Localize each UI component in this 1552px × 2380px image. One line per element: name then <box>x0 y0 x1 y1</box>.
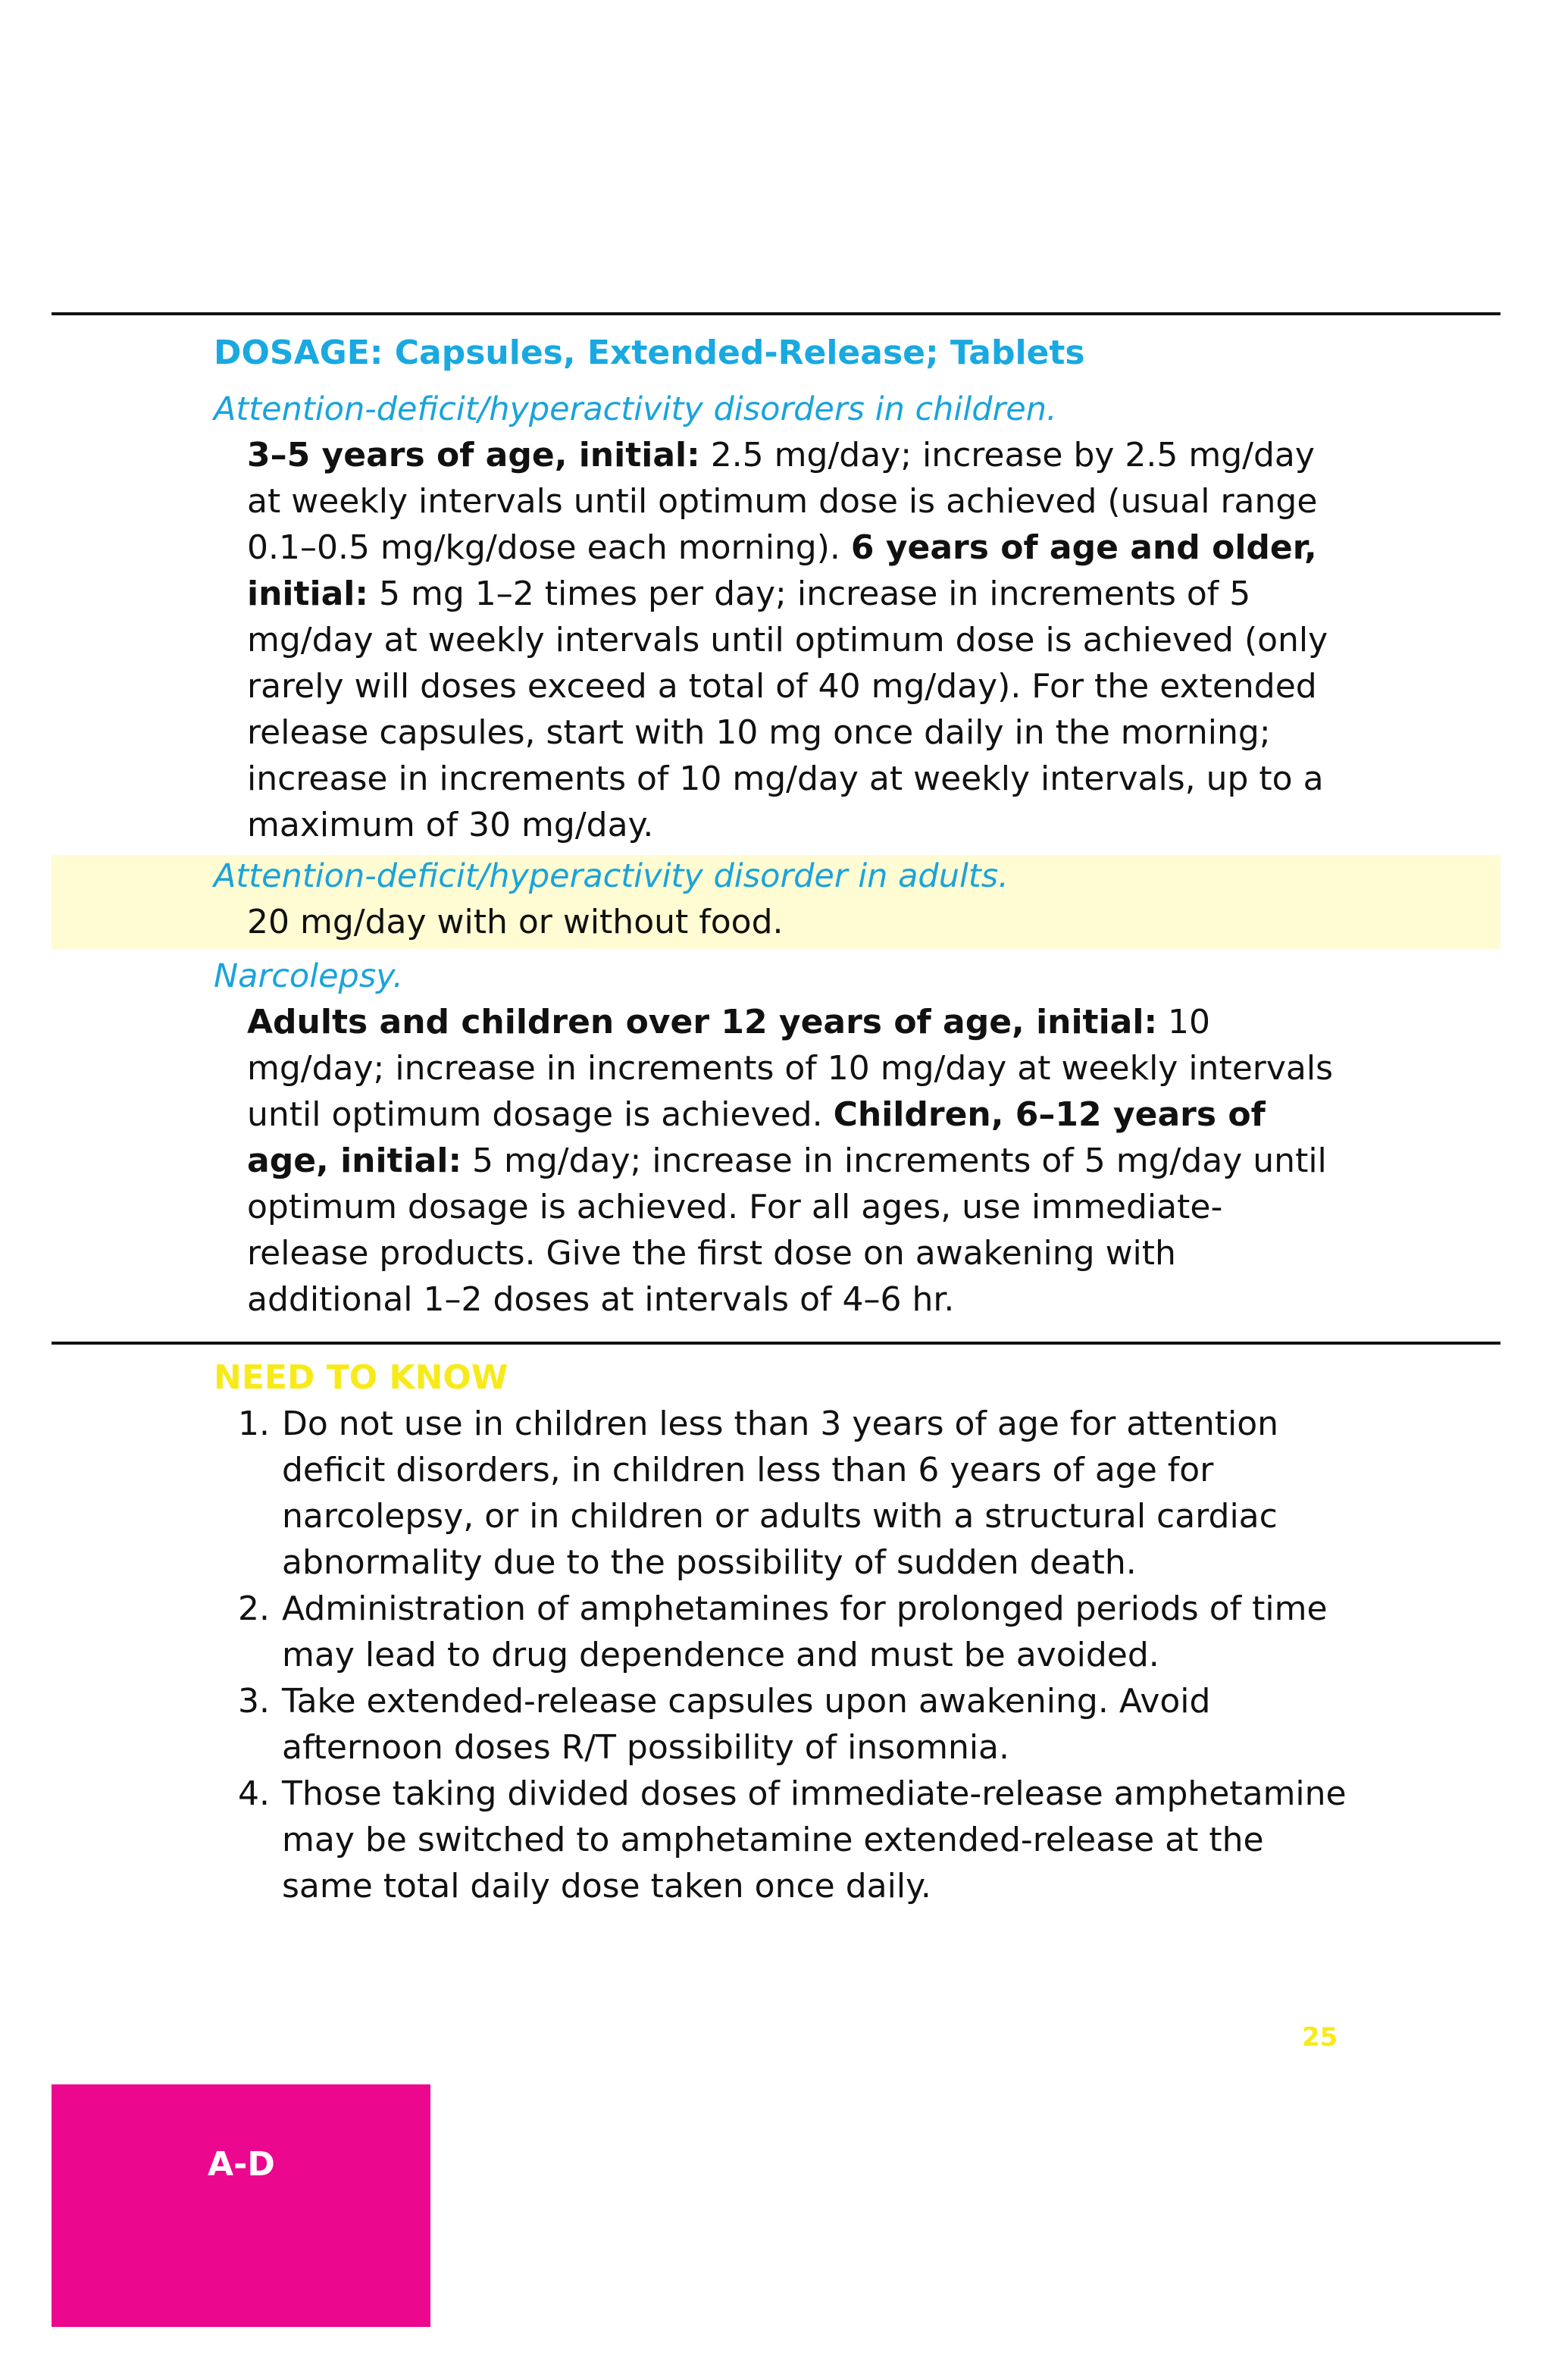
list-item-text: Those taking divided doses of immediate-release amphetamine may be switched to amphetamine extended-release at the same total daily dose taken once daily. <box>282 1774 1347 1906</box>
need-to-know-list <box>227 1401 1349 1909</box>
list-item-number: 2. <box>238 1589 270 1628</box>
list-item-text: Take extended-release capsules upon awakening. Avoid afternoon doses R/T possibility of insomnia. <box>282 1682 1211 1767</box>
dosage-6-older-text: 5 mg 1–2 times per day; increase in increments of 5 mg/day at weekly intervals until optimum dose is achieved (only rarely will doses exceed a total of 40 mg/day). For the extended release capsules, start with 10 mg once daily in the morning; increase in increments of 10 mg/day at weekly intervals, up to a maximum of 30 mg/day. <box>247 575 1328 844</box>
age-label-over-12: Adults and children over 12 years of age, initial: <box>247 1003 1158 1041</box>
dosage-heading: DOSAGE: Capsules, Extended-Release; Tablets <box>214 334 1085 372</box>
section-tab <box>52 2084 430 2327</box>
list-item-number: 3. <box>238 1682 270 1721</box>
list-item <box>227 1401 1349 1586</box>
list-item <box>227 1586 1349 1678</box>
list-item-number: 1. <box>238 1405 270 1443</box>
dosage-narcolepsy-text <box>247 999 1338 1323</box>
indication-adhd-adults: Attention-deficit/hyperactivity disorder in adults. <box>214 857 1009 895</box>
list-item-text: Do not use in children less than 3 years of age for attention deficit disorders, in children less than 6 years of age for narcolepsy, or in children or adults with a structural cardiac abnormality due to the possibility of sudden death. <box>282 1405 1279 1582</box>
dosage-over-12-text: 10 mg/day; increase in increments of 10 mg/day at weekly intervals until optimum dosage is achieved. <box>247 1003 1334 1134</box>
need-to-know-heading: NEED TO KNOW <box>214 1358 508 1397</box>
list-item <box>227 1678 1349 1771</box>
section-tab-label: A-D <box>208 2145 275 2184</box>
page-number: 25 <box>1302 2022 1338 2053</box>
top-divider <box>52 312 1500 315</box>
indication-narcolepsy: Narcolepsy. <box>214 957 404 995</box>
list-item-text: Administration of amphetamines for prolonged periods of time may lead to drug dependence and must be avoided. <box>282 1589 1328 1674</box>
age-label-6-12: Children, 6–12 years of age, initial: <box>247 1095 1266 1180</box>
dosage-3-5-text: 2.5 mg/day; increase by 2.5 mg/day at weekly intervals until optimum dose is achieved (usual range 0.1–0.5 mg/kg/dose each morning). <box>247 436 1318 567</box>
indication-adhd-children: Attention-deficit/hyperactivity disorders in children. <box>214 390 1057 428</box>
age-label-6-older: 6 years of age and older, initial: <box>247 528 1317 613</box>
dosage-6-12-text: 5 mg/day; increase in increments of 5 mg/day until optimum dosage is achieved. For all ages, use immediate-release products. Give the first dose on awakening with additional 1–2 doses at intervals of 4–6 hr. <box>247 1141 1327 1319</box>
age-label-3-5: 3–5 years of age, initial: <box>247 436 700 474</box>
middle-divider <box>52 1342 1500 1345</box>
list-item <box>227 1771 1349 1909</box>
dosage-children-text <box>247 432 1338 848</box>
list-item-number: 4. <box>238 1774 270 1813</box>
dosage-adults-text: 20 mg/day with or without food. <box>247 903 784 941</box>
